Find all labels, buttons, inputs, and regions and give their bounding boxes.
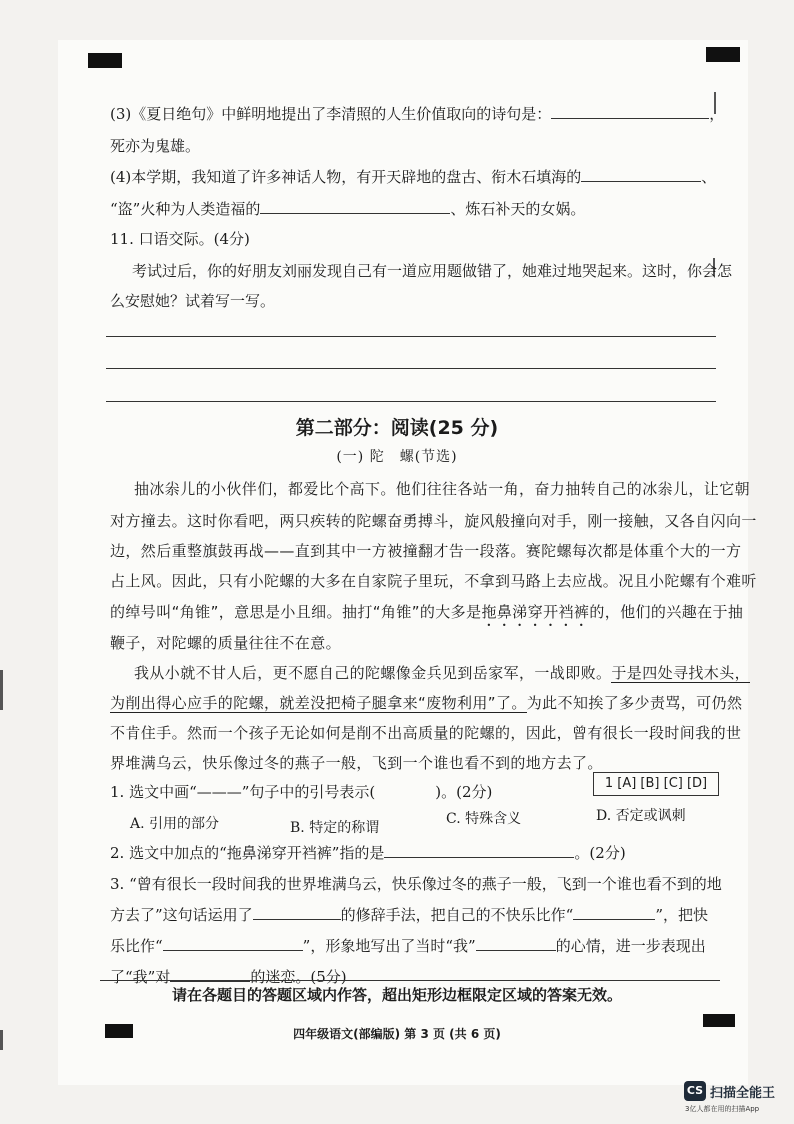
answer-blank[interactable]: [253, 905, 341, 920]
passage-line: 的绰号叫“角锥”，意思是小且细。抽打“角锥”的大多是拖鼻涕穿开裆裤的，他们的兴趣在于抽: [110, 603, 744, 621]
q10-item3: (3)《夏日绝句》中鲜明地提出了李清照的人生价值取向的诗句是： ，: [110, 105, 725, 123]
question-3-line: 乐比作“ ”，形象地写出了当时“我” 的心情，进一步表现出: [110, 937, 706, 955]
answer-blank[interactable]: [551, 104, 709, 119]
scanner-tagline: 3亿人都在用的扫描App: [685, 1105, 760, 1113]
answer-blank[interactable]: [384, 843, 574, 858]
answer-blank[interactable]: [476, 936, 556, 951]
option-b[interactable]: B. 特定的称谓: [290, 820, 380, 836]
passage-line: 占上风。因此，只有小陀螺的大多在自家院子里玩，不拿到马路上去应战。况且小陀螺有个难听: [110, 572, 757, 590]
q11-prompt-line: 么安慰她？试着写一写。: [110, 292, 276, 310]
question-3-line: 方去了”这句话运用了 的修辞手法，把自己的不快乐比作“ ”，把快: [110, 906, 709, 924]
writing-line[interactable]: [106, 368, 716, 369]
scanner-name: 扫描全能王: [710, 1086, 776, 1101]
passage-line: 鞭子，对陀螺的质量往往不在意。: [110, 634, 342, 652]
answer-blank[interactable]: [163, 936, 303, 951]
answer-blank[interactable]: [573, 905, 655, 920]
passage-line: 边，然后重整旗鼓再战——直到其中一方被撞翻才告一段落。赛陀螺每次都是体重个大的一方: [110, 542, 742, 560]
answer-blank[interactable]: [260, 199, 450, 214]
option-a[interactable]: A. 引用的部分: [130, 816, 220, 832]
passage-line: 为削出得心应手的陀螺，就差没把椅子腿拿来“废物利用”了。为此不知挨了多少责骂，可仍然: [110, 694, 743, 712]
passage-line: 抽冰尜儿的小伙伴们，都爱比个高下。他们往往各站一角，奋力抽转自己的冰尜儿，让它朝: [134, 480, 751, 498]
edge-tick: [0, 670, 3, 710]
section-title: 第二部分：阅读(25 分): [295, 417, 499, 439]
underlined-sentence: 于是四处寻找木头，: [611, 664, 751, 682]
answer-bubble-box[interactable]: 1 [A] [B] [C] [D]: [593, 772, 719, 796]
passage-line: 不肯住手。然而一个孩子无论如何是削不出高质量的陀螺的，因此，曾有很长一段时间我的世: [110, 724, 742, 742]
option-d[interactable]: D. 否定或讽刺: [596, 808, 686, 824]
registration-mark: [88, 53, 122, 68]
q11-prompt-line: 考试过后，你的好朋友刘丽发现自己有一道应用题做错了，她难过地哭起来。这时，你会怎: [132, 262, 733, 280]
writing-line[interactable]: [106, 336, 716, 337]
passage-line: 对方撞去。这时你看吧，两只疾转的陀螺奋勇搏斗，旋风般撞向对手，刚一接触，又各自闪向一: [110, 512, 757, 530]
question-3-line: 了“我”对 的迷恋。(5分): [110, 968, 347, 986]
passage-line: 我从小就不甘人后，更不愿自己的陀螺像金兵见到岳家军，一战即败。于是四处寻找木头，: [134, 664, 751, 682]
q10-item3-cont: 死亦为鬼雄。: [110, 137, 201, 155]
question-3-line: 3. “曾有很长一段时间我的世界堆满乌云，快乐像过冬的燕子一般，飞到一个谁也看不到的地: [110, 875, 722, 893]
answer-blank[interactable]: [581, 167, 701, 182]
question-1: 1. 选文中画“———”句子中的引号表示( )。(2分): [110, 783, 493, 801]
passage-line: 界堆满乌云，快乐像过冬的燕子一般，飞到一个谁也看不到的地方去了。: [110, 754, 603, 772]
registration-mark: [706, 47, 740, 62]
dotted-phrase: 拖鼻涕穿开裆裤: [481, 603, 590, 621]
camscanner-logo-icon: CS: [684, 1081, 706, 1101]
underlined-sentence: 为削出得心应手的陀螺，就差没把椅子腿拿来“废物利用”了。: [110, 694, 527, 712]
writing-line[interactable]: [106, 401, 716, 402]
q10-item4: (4)本学期，我知道了许多神话人物，有开天辟地的盘古、衔木石填海的 、: [110, 168, 717, 186]
option-c[interactable]: C. 特殊含义: [446, 811, 522, 827]
q11-heading: 11. 口语交际。(4分): [110, 230, 250, 248]
exam-page: [58, 40, 751, 1085]
page-number: 四年级语文(部编版) 第 3 页 (共 6 页): [293, 1027, 501, 1041]
footer-divider: [100, 980, 720, 981]
passage-title: (一) 陀 螺(节选): [336, 449, 458, 465]
footer-note: 请在各题目的答题区域内作答，超出矩形边框限定区域的答案无效。: [171, 986, 622, 1004]
question-2: 2. 选文中加点的“拖鼻涕穿开裆裤”指的是 。(2分): [110, 844, 626, 862]
q10-item4-cont: “盗”火种为人类造福的 、炼石补天的女娲。: [110, 200, 586, 218]
